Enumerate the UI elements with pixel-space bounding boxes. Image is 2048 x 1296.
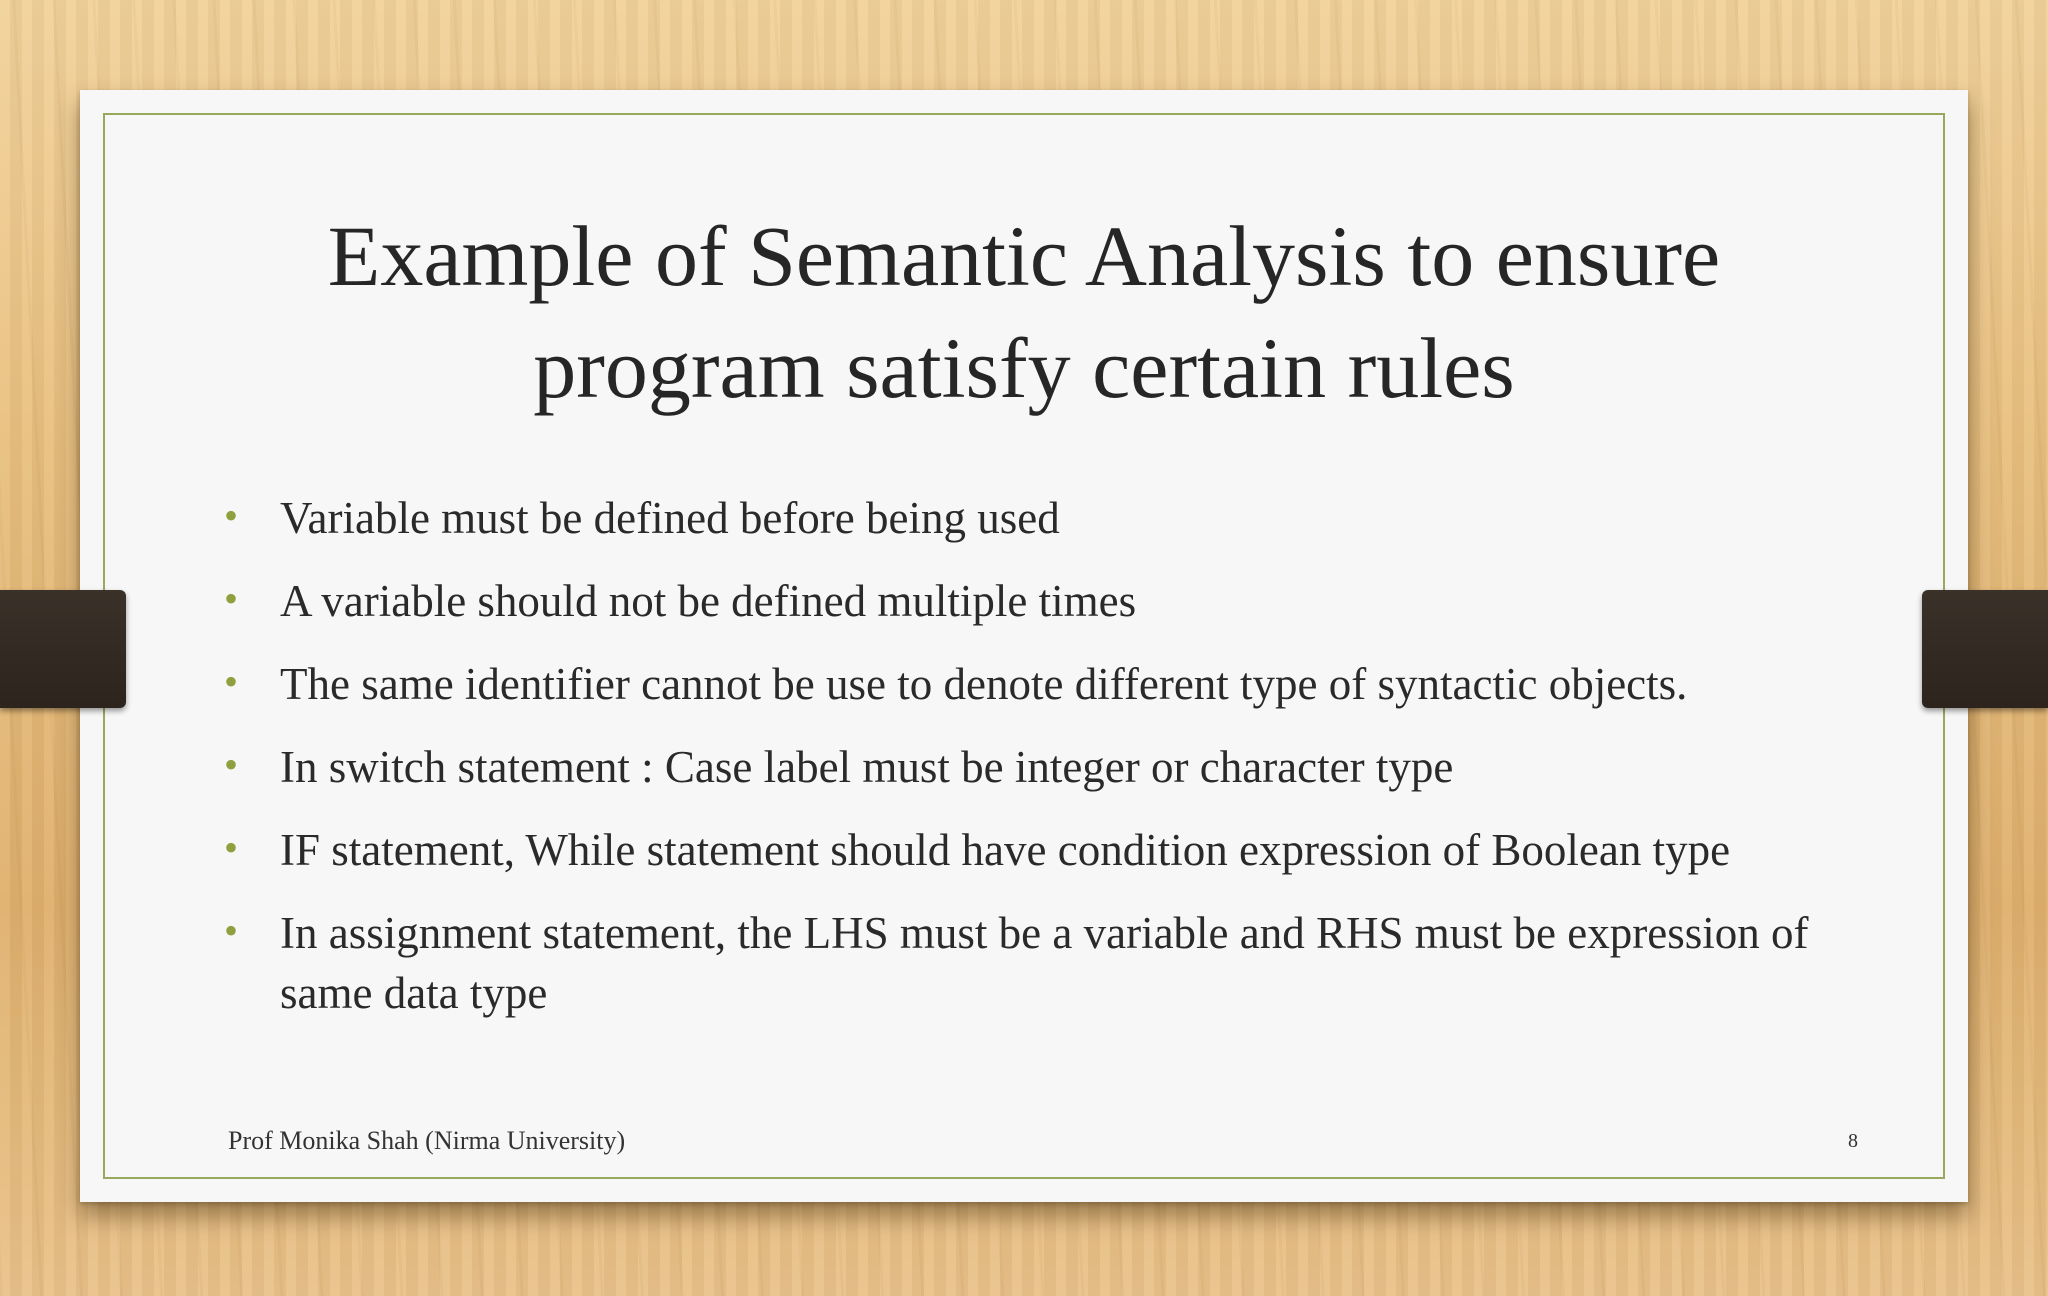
footer-author: Prof Monika Shah (Nirma University): [228, 1126, 626, 1155]
bullet-dot-icon: •: [224, 908, 239, 953]
bullet-text: The same identifier cannot be use to denote different type of syntactic objects.: [280, 659, 1688, 709]
bullet-list: [224, 488, 1864, 1046]
bullet-text: In switch statement : Case label must be integer or character type: [280, 742, 1454, 792]
bullet-item: [224, 571, 1864, 631]
bullet-item: [224, 903, 1864, 1023]
bullet-text: A variable should not be defined multiple times: [280, 576, 1137, 626]
left-binder-clip: [0, 590, 126, 708]
bullet-text: In assignment statement, the LHS must be a variable and RHS must be expression of same data type: [280, 908, 1809, 1018]
bullet-text: Variable must be defined before being used: [280, 493, 1060, 543]
slide-title: [210, 200, 1838, 424]
bullet-dot-icon: •: [224, 576, 239, 621]
bullet-dot-icon: •: [224, 659, 239, 704]
bullet-item: [224, 654, 1864, 714]
slide-title-line-2: program satisfy certain rules: [533, 320, 1515, 416]
bullet-dot-icon: •: [224, 825, 239, 870]
bullet-dot-icon: •: [224, 742, 239, 787]
bullet-item: [224, 737, 1864, 797]
bullet-item: [224, 488, 1864, 548]
bullet-item: [224, 820, 1864, 880]
slide: [80, 90, 1968, 1202]
page-number: 8: [1848, 1130, 1858, 1152]
bullet-dot-icon: •: [224, 493, 239, 538]
bullet-text: IF statement, While statement should have condition expression of Boolean type: [280, 825, 1731, 875]
slide-title-line-1: Example of Semantic Analysis to ensure: [327, 208, 1721, 304]
right-binder-clip: [1922, 590, 2048, 708]
